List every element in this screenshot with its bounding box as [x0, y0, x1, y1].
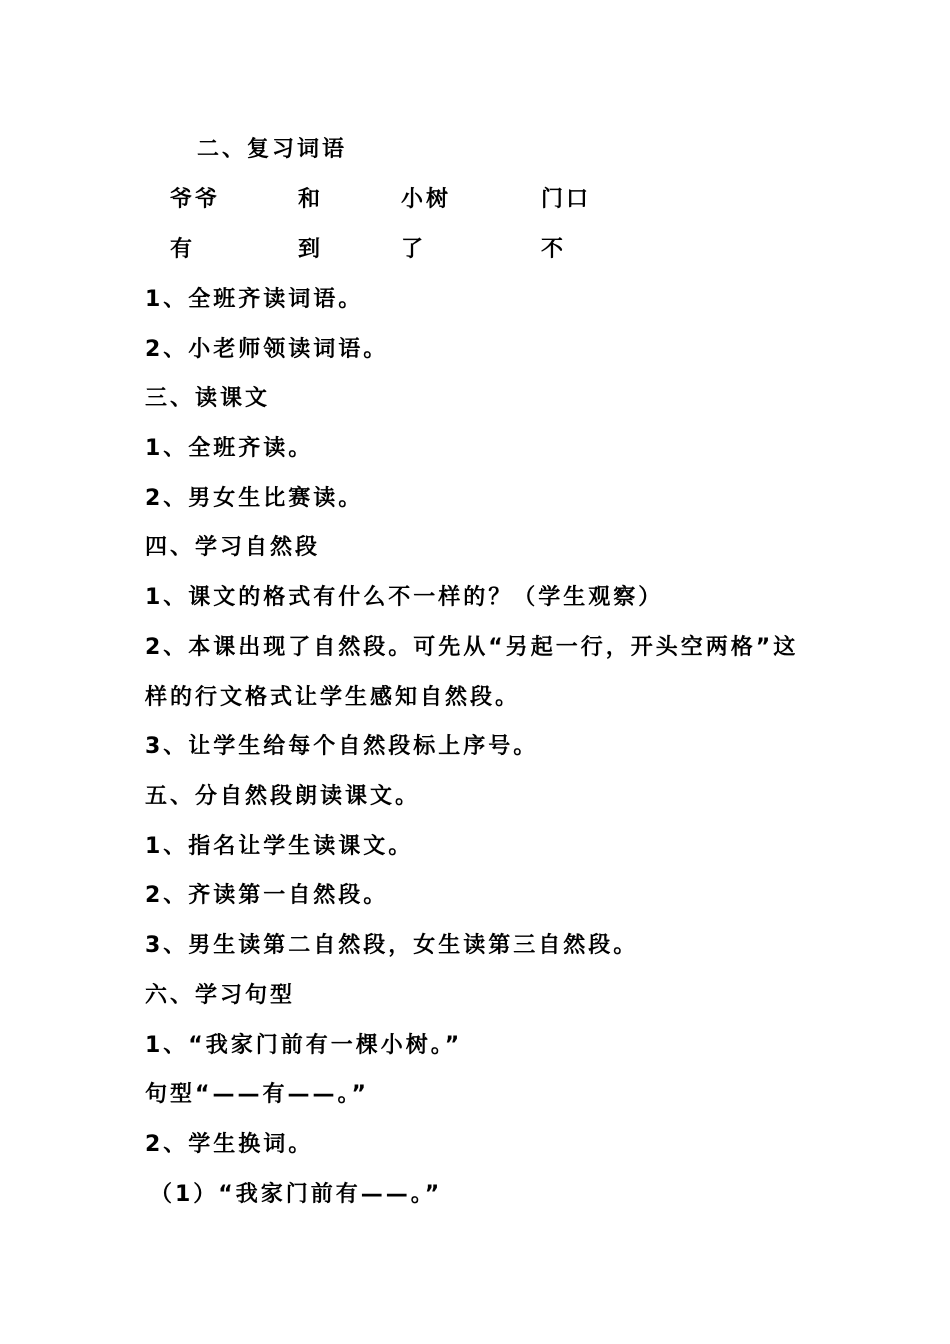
step-line: 2、齐读第一自然段。 [145, 883, 389, 908]
step-line: 2、男女生比赛读。 [145, 486, 364, 511]
section5-heading: 五、分自然段朗读课文。 [145, 784, 421, 809]
section6-heading: 六、学习句型 [145, 983, 296, 1008]
vocab-word: 了 [401, 237, 427, 262]
vocab-word: 门口 [541, 187, 592, 212]
vocab-row-1 [0, 185, 950, 215]
vocab-word: 有 [170, 237, 196, 262]
vocab-word: 小树 [401, 187, 452, 212]
step-line: 2、本课出现了自然段。可先从“另起一行，开头空两格”这 [145, 635, 799, 660]
vocab-word: 和 [298, 187, 324, 212]
step-line: （1）“我家门前有——。” [150, 1182, 443, 1207]
step-line: 1、全班齐读词语。 [145, 287, 364, 312]
vocab-word: 爷爷 [170, 187, 221, 212]
step-line: 样的行文格式让学生感知自然段。 [145, 685, 521, 710]
step-line: 句型“——有——。” [145, 1082, 369, 1107]
step-line: 2、小老师领读词语。 [145, 337, 389, 362]
step-line: 3、让学生给每个自然段标上序号。 [145, 734, 539, 759]
vocab-row-2 [0, 235, 950, 265]
step-line: 1、“我家门前有一棵小树。” [145, 1033, 463, 1058]
step-line: 3、男生读第二自然段，女生读第三自然段。 [145, 933, 639, 958]
step-line: 1、课文的格式有什么不一样的？（学生观察） [145, 585, 664, 610]
vocab-word: 到 [298, 237, 324, 262]
vocab-word: 不 [541, 237, 567, 262]
section2-heading: 二、复习词语 [197, 137, 348, 162]
section3-heading: 三、读课文 [145, 386, 271, 411]
step-line: 1、全班齐读。 [145, 436, 314, 461]
section4-heading: 四、学习自然段 [145, 535, 321, 560]
step-line: 2、学生换词。 [145, 1132, 314, 1157]
step-line: 1、指名让学生读课文。 [145, 834, 414, 859]
